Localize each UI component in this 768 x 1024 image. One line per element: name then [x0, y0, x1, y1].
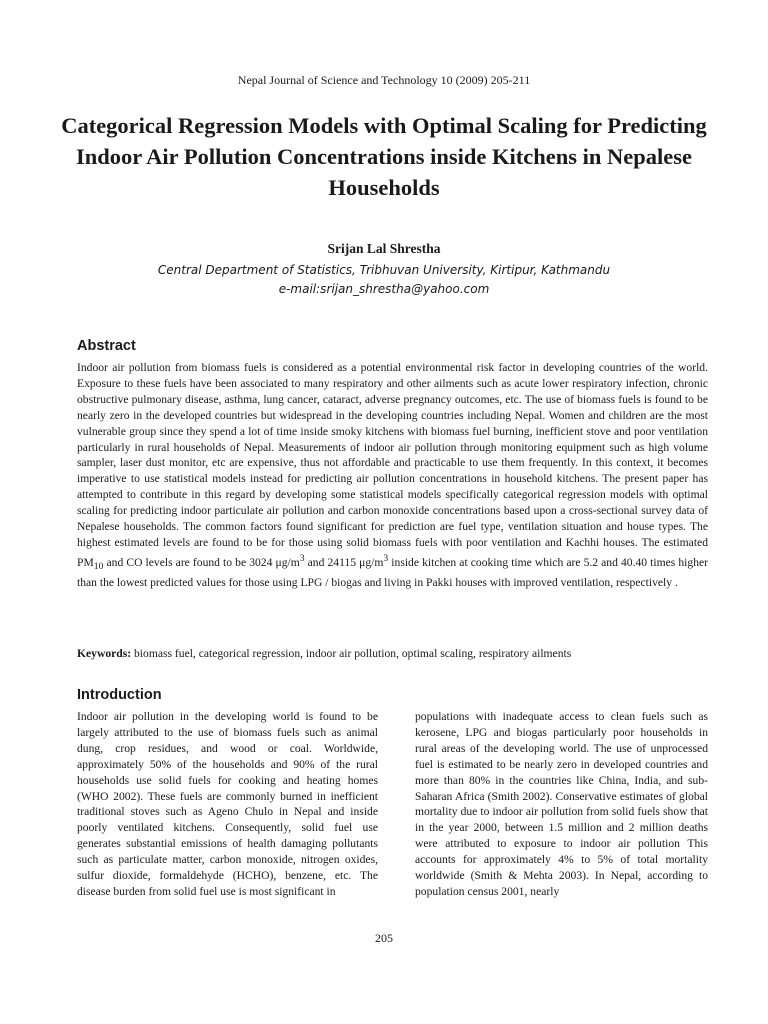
introduction-heading: Introduction	[77, 687, 162, 703]
author-name: Srijan Lal Shrestha	[327, 241, 441, 256]
paper-title: Categorical Regression Models with Optimal Scaling for Predicting Indoor Air Pollution Concentrations inside Kitchens in Nepalese Households	[61, 113, 707, 200]
introduction-right-column: populations with inadequate access to clean fuels such as kerosene, LPG and biogas particularly poor households in rural areas of the developing world. The use of unprocessed fuel is estimated to be nearly zero in developed countries and more than 80% in the countries like China, India, and sub-Saharan Africa (Smith 2002). Conservative estimates of global mortality due to indoor air pollution from solid fuels show that in the year 2000, between 1.5 million and 2 million deaths were attributed to exposure to indoor air pollution This accounts for approximately 4% to 5% of total mortality worldwide (Smith & Mehta 2003). In Nepal, according to population census 2001, nearly	[415, 710, 708, 898]
author-affiliation-block	[0, 261, 768, 299]
abstract-body	[77, 360, 708, 591]
unit-superscript: 3	[299, 552, 305, 564]
abstract-text: and 24115 μg/m	[304, 555, 384, 569]
keywords-list: biomass fuel, categorical regression, indoor air pollution, optimal scaling, respiratory ailments	[131, 647, 572, 660]
abstract-heading: Abstract	[77, 338, 136, 354]
abstract-text: inside kitchen at cooking time which are 5.2 and 40.40 times higher than the lowest predicted values for those using LPG / biogas and living in Pakki houses with improved ventilation, respectively .	[77, 555, 708, 589]
author-affiliation: Central Department of Statistics, Tribhuvan University, Kirtipur, Kathmandu	[157, 263, 611, 277]
unit-superscript: 3	[383, 552, 389, 564]
abstract-text: Indoor air pollution from biomass fuels is considered as a potential environmental risk factor in developing countries of the world. Exposure to these fuels have been associated to many respiratory and other ailments such as acute lower respiratory infection, chronic obstructive pulmonary disease, asthma, lung cancer, cataract, adverse pregnancy outcomes, etc. The use of biomass fuels is found to be nearly zero in the developed countries but widespread in the developing countries including Nepal. Women and children are the most vulnerable group since they spend a lot of time inside smoky kitchens with biomass fuel burning, inefficient stove and poor ventilation particularly in rural households of Nepal. Measurements of indoor air pollution through monitoring equipment such as high volume sampler, laser dust monitor, etc are expensive, thus not affordable and practicable to use them frequently. In this context, it becomes imperative to use statistical models instead for predicting air pollution concentrations in household kitchens. The present paper has attempted to contribute in this regard by developing some statistical models specifically categorical regression models with optimal scaling for predicting indoor particulate air pollution and carbon monoxide concentrations based upon a cross-sectional survey data of Nepalese households. The common factors found significant for prediction are fuel type, ventilation situation and house types. The highest estimated levels are found to be for those using solid biomass fuels with poor ventilation and Kachhi houses. The estimated PM	[77, 361, 708, 569]
author-email: e-mail:srijan_shrestha@yahoo.com	[278, 282, 490, 296]
keywords	[77, 646, 708, 662]
abstract-text: and CO levels are found to be 3024 μg/m	[103, 555, 300, 569]
pm-subscript: 10	[93, 561, 104, 573]
page-number: 205	[375, 931, 393, 945]
introduction-left-column: Indoor air pollution in the developing world is found to be largely attributed to the use of biomass fuels such as animal dung, crop residues, and wood or coal. Worldwide, approximately 50% of the households and 90% of the rural households use solid fuels for cooking and heating homes (WHO 2002). These fuels are commonly burned in inefficient traditional stoves such as Ageno Chulo in Nepal and inside poorly ventilated kitchens. Consequently, solid fuel use generates substantial emissions of health damaging pollutants such as particulate matter, carbon monoxide, nitrogen oxides, sulfur dioxide, formaldehyde (HCHO), benzene, etc. The disease burden from solid fuel use is most significant in	[77, 710, 378, 898]
keywords-label: Keywords:	[77, 647, 132, 660]
journal-citation: Nepal Journal of Science and Technology 10 (2009) 205-211	[237, 73, 531, 87]
